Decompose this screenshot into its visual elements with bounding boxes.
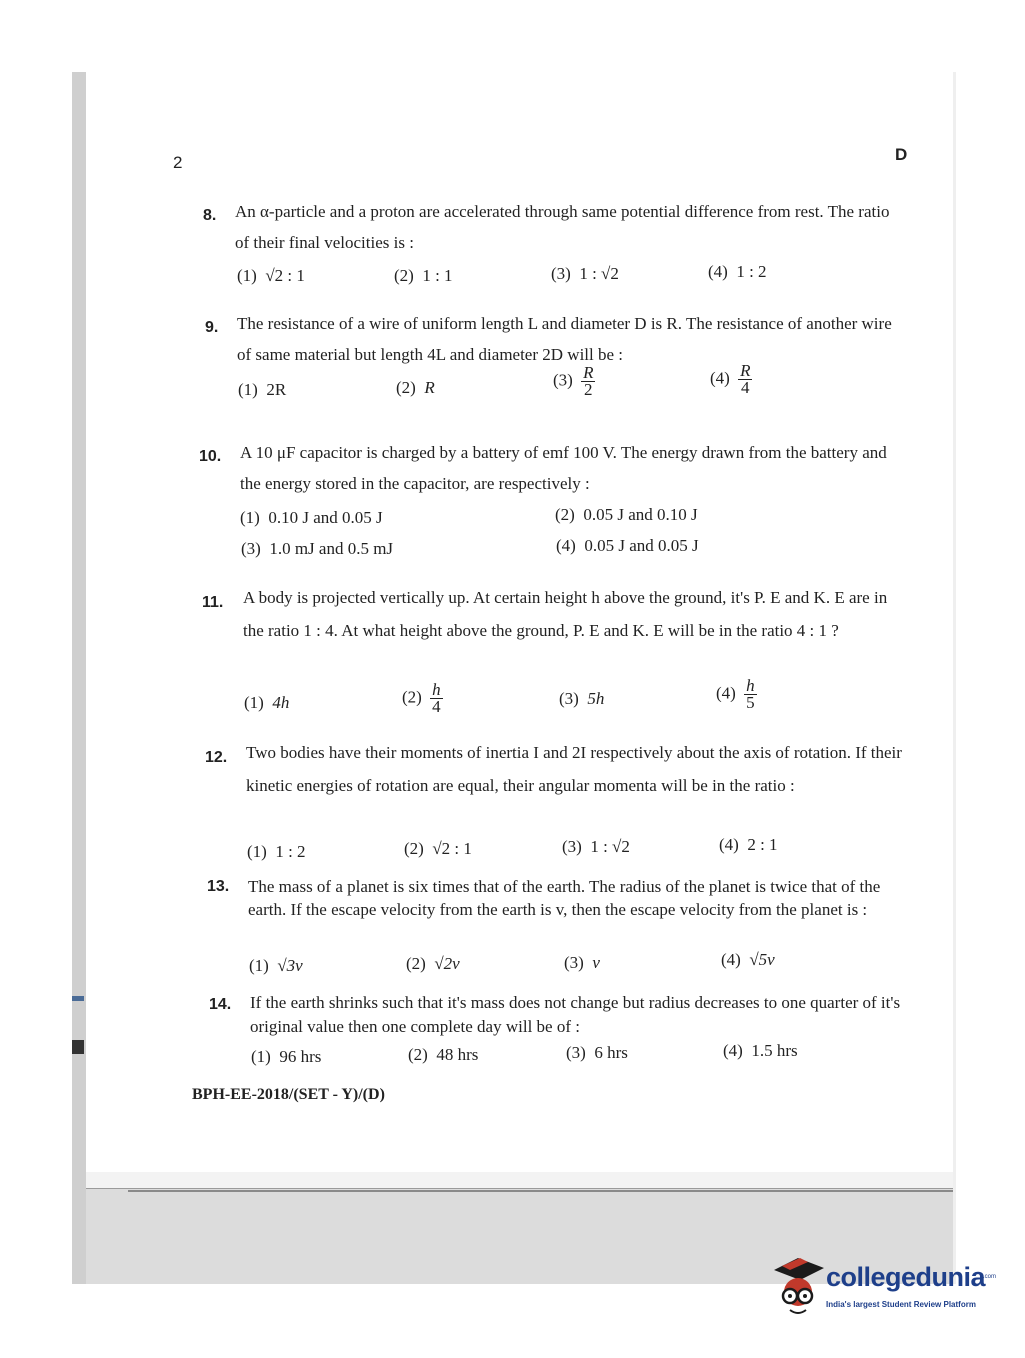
option-3[interactable] bbox=[551, 264, 619, 284]
option-4[interactable] bbox=[721, 950, 775, 970]
question-number: 14. bbox=[209, 996, 232, 1013]
option-label: (1) bbox=[237, 266, 257, 285]
option-3[interactable] bbox=[553, 365, 595, 398]
option-3[interactable] bbox=[241, 539, 393, 559]
option-label: (4) bbox=[719, 835, 739, 854]
option-label: (3) bbox=[241, 539, 261, 558]
numerator: R bbox=[583, 363, 594, 382]
option-4[interactable] bbox=[716, 678, 757, 711]
question-13 bbox=[207, 875, 913, 921]
option-value: 1 : √2 bbox=[590, 837, 630, 856]
option-1[interactable] bbox=[249, 956, 303, 976]
option-4[interactable] bbox=[556, 536, 699, 556]
option-value: 2 : 1 bbox=[747, 835, 778, 854]
question-12 bbox=[205, 736, 911, 802]
logo-tagline: India's largest Student Review Platform bbox=[826, 1300, 976, 1309]
question-10 bbox=[199, 437, 905, 499]
scan-right-edge bbox=[953, 72, 956, 1284]
option-value: v bbox=[592, 953, 600, 972]
numerator: R bbox=[740, 361, 751, 380]
option-label: (3) bbox=[566, 1043, 586, 1062]
option-2[interactable] bbox=[404, 839, 472, 859]
option-value: 1 : 1 bbox=[422, 266, 453, 285]
question-text: The resistance of a wire of uniform length L and diameter D is R. The resistance of another wire of same material but length 4L and diameter 2D will be : bbox=[237, 314, 892, 364]
denominator: 2 bbox=[584, 380, 593, 399]
option-value: 96 hrs bbox=[279, 1047, 322, 1066]
option-3[interactable] bbox=[566, 1043, 628, 1063]
scan-line bbox=[128, 1190, 953, 1192]
option-2[interactable] bbox=[408, 1045, 478, 1065]
option-value: R bbox=[424, 378, 435, 397]
question-8 bbox=[203, 196, 903, 258]
fraction bbox=[738, 363, 752, 396]
option-value: 2R bbox=[266, 380, 287, 399]
option-label: (3) bbox=[553, 370, 573, 390]
scan-page-bottom bbox=[86, 1172, 953, 1189]
option-label: (3) bbox=[551, 264, 571, 283]
option-label: (4) bbox=[721, 950, 741, 969]
question-text: Two bodies have their moments of inertia I and 2I respectively about the axis of rotation. If their kinetic energies of rotation are equal, their angular momenta will be in the ratio : bbox=[246, 743, 902, 795]
question-text: A body is projected vertically up. At certain height h above the ground, it's P. E and K. E are in the ratio 1 : 4. At what height above the ground, P. E and K. E will be in the ratio 4 : 1 ? bbox=[243, 588, 888, 640]
option-label: (4) bbox=[708, 262, 728, 281]
option-value: 0.10 J and 0.05 J bbox=[268, 508, 383, 527]
option-1[interactable] bbox=[238, 380, 286, 400]
option-4[interactable] bbox=[708, 262, 767, 282]
option-label: (1) bbox=[244, 693, 264, 712]
option-value: 4h bbox=[272, 693, 290, 712]
option-label: (2) bbox=[406, 954, 426, 973]
option-value: 1.0 mJ and 0.5 mJ bbox=[269, 539, 394, 558]
option-value: 1.5 hrs bbox=[751, 1041, 798, 1060]
option-2[interactable] bbox=[394, 266, 453, 286]
numerator: h bbox=[746, 676, 755, 695]
option-label: (1) bbox=[240, 508, 260, 527]
option-label: (3) bbox=[559, 689, 579, 708]
collegedunia-logo[interactable] bbox=[768, 1252, 997, 1322]
denominator: 4 bbox=[432, 697, 441, 716]
set-label: D bbox=[895, 145, 908, 164]
option-label: (2) bbox=[396, 378, 416, 397]
numerator: h bbox=[432, 680, 441, 699]
scan-mark bbox=[72, 996, 84, 1001]
mascot-icon bbox=[768, 1252, 826, 1322]
option-1[interactable] bbox=[251, 1047, 321, 1067]
option-label: (4) bbox=[556, 536, 576, 555]
question-11 bbox=[202, 581, 908, 647]
paper-code: BPH-EE-2018/(SET - Y)/(D) bbox=[192, 1086, 385, 1103]
question-number: 8. bbox=[203, 207, 217, 224]
option-label: (3) bbox=[562, 837, 582, 856]
option-label: (2) bbox=[408, 1045, 428, 1064]
fraction bbox=[581, 365, 595, 398]
option-2[interactable] bbox=[406, 954, 460, 974]
logo-suffix: .com bbox=[983, 1274, 997, 1280]
option-1[interactable] bbox=[237, 266, 305, 286]
option-4[interactable] bbox=[719, 835, 778, 855]
option-1[interactable] bbox=[244, 693, 289, 713]
option-3[interactable] bbox=[559, 689, 604, 709]
option-value: √2 : 1 bbox=[432, 839, 472, 858]
option-2[interactable] bbox=[402, 682, 443, 715]
option-value: 48 hrs bbox=[436, 1045, 479, 1064]
option-value: 1 : 2 bbox=[736, 262, 767, 281]
option-4[interactable] bbox=[710, 363, 752, 396]
question-number: 9. bbox=[205, 319, 219, 336]
question-text: An α-particle and a proton are accelerated through same potential difference from rest. The ratio of their final velocities is : bbox=[235, 202, 890, 252]
option-1[interactable] bbox=[247, 842, 306, 862]
denominator: 4 bbox=[741, 378, 750, 397]
option-value: 5h bbox=[587, 689, 605, 708]
option-label: (1) bbox=[238, 380, 258, 399]
option-label: (1) bbox=[251, 1047, 271, 1066]
option-label: (2) bbox=[555, 505, 575, 524]
option-value: √3v bbox=[277, 956, 303, 975]
option-label: (1) bbox=[249, 956, 269, 975]
option-3[interactable] bbox=[562, 837, 630, 857]
question-text: A 10 μF capacitor is charged by a battery of emf 100 V. The energy drawn from the battery and the energy stored in the capacitor, are respectively : bbox=[240, 443, 887, 493]
option-label: (3) bbox=[564, 953, 584, 972]
question-number: 12. bbox=[205, 749, 228, 766]
option-1[interactable] bbox=[240, 508, 383, 528]
option-label: (2) bbox=[402, 687, 422, 707]
denominator: 5 bbox=[746, 693, 755, 712]
scan-mark bbox=[72, 1040, 84, 1054]
option-value: 6 hrs bbox=[594, 1043, 628, 1062]
scan-left-edge bbox=[72, 72, 86, 1284]
option-label: (4) bbox=[723, 1041, 743, 1060]
fraction bbox=[430, 682, 443, 715]
question-number: 13. bbox=[207, 878, 230, 895]
option-3[interactable] bbox=[564, 953, 600, 973]
option-value: √2v bbox=[434, 954, 460, 973]
option-value: 1 : 2 bbox=[275, 842, 306, 861]
option-label: (4) bbox=[716, 683, 736, 703]
option-label: (2) bbox=[394, 266, 414, 285]
page-number: 2 bbox=[173, 153, 183, 172]
option-2[interactable] bbox=[555, 505, 698, 525]
question-text: If the earth shrinks such that it's mass does not change but radius decreases to one quarter of it's original value then one complete day will be of : bbox=[250, 993, 901, 1036]
question-14 bbox=[209, 991, 915, 1039]
question-number: 11. bbox=[202, 594, 224, 611]
option-label: (2) bbox=[404, 839, 424, 858]
option-label: (1) bbox=[247, 842, 267, 861]
option-value: √5v bbox=[749, 950, 775, 969]
question-9 bbox=[205, 308, 905, 370]
question-text: The mass of a planet is six times that of the earth. The radius of the planet is twice that of the earth. If the escape velocity from the earth is v, then the escape velocity from the planet is : bbox=[248, 877, 881, 919]
option-value: 1 : √2 bbox=[579, 264, 619, 283]
option-4[interactable] bbox=[723, 1041, 798, 1061]
option-value: 0.05 J and 0.05 J bbox=[584, 536, 699, 555]
option-label: (4) bbox=[710, 368, 730, 388]
option-value: 0.05 J and 0.10 J bbox=[583, 505, 698, 524]
option-2[interactable] bbox=[396, 378, 435, 398]
logo-wordmark: collegedunia bbox=[826, 1262, 986, 1292]
option-value: √2 : 1 bbox=[265, 266, 305, 285]
question-number: 10. bbox=[199, 448, 222, 465]
fraction bbox=[744, 678, 757, 711]
